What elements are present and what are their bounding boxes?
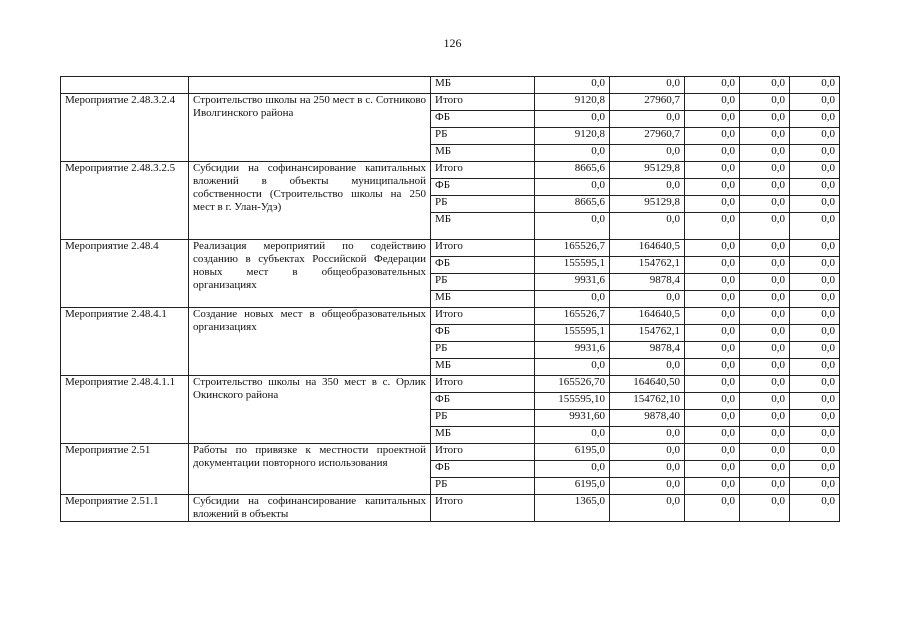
amount-cell: 0,0 (610, 179, 685, 196)
funding-source-cell: РБ (431, 128, 535, 145)
measure-cell: Мероприятие 2.48.3.2.4 (61, 94, 189, 162)
amount-cell: 27960,7 (610, 94, 685, 111)
amount-cell: 0,0 (535, 145, 610, 162)
funding-source-cell: МБ (431, 427, 535, 444)
description-cell: Реализация мероприятий по содействию созданию в субъектах Российской Федерации новых мест в общеобразовательных организациях (189, 240, 431, 308)
funding-source-cell: Итого (431, 376, 535, 393)
funding-source-cell: ФБ (431, 393, 535, 410)
funding-source-cell: ФБ (431, 257, 535, 274)
funding-source-cell: Итого (431, 495, 535, 522)
amount-cell: 9120,8 (535, 94, 610, 111)
measure-cell: Мероприятие 2.51 (61, 444, 189, 495)
amount-cell: 0,0 (790, 427, 840, 444)
amount-cell: 0,0 (610, 444, 685, 461)
table-row (61, 162, 840, 179)
amount-cell: 0,0 (685, 145, 740, 162)
amount-cell: 95129,8 (610, 196, 685, 213)
funding-source-cell: МБ (431, 145, 535, 162)
description-cell: Создание новых мест в общеобразовательных организациях (189, 308, 431, 376)
amount-cell: 0,0 (685, 111, 740, 128)
amount-cell: 9931,60 (535, 410, 610, 427)
amount-cell: 154762,1 (610, 325, 685, 342)
amount-cell: 0,0 (685, 240, 740, 257)
amount-cell: 164640,5 (610, 308, 685, 325)
amount-cell: 0,0 (685, 308, 740, 325)
amount-cell: 0,0 (740, 495, 790, 522)
amount-cell: 0,0 (685, 128, 740, 145)
amount-cell: 164640,5 (610, 240, 685, 257)
measure-cell: Мероприятие 2.48.4 (61, 240, 189, 308)
amount-cell: 0,0 (740, 257, 790, 274)
amount-cell: 0,0 (740, 376, 790, 393)
amount-cell: 154762,10 (610, 393, 685, 410)
amount-cell: 0,0 (685, 162, 740, 179)
amount-cell: 0,0 (610, 461, 685, 478)
amount-cell: 0,0 (685, 444, 740, 461)
table-row (61, 77, 840, 94)
amount-cell: 0,0 (740, 213, 790, 240)
funding-source-cell: РБ (431, 410, 535, 427)
amount-cell: 0,0 (740, 240, 790, 257)
amount-cell: 164640,50 (610, 376, 685, 393)
description-cell: Субсидии на софинансирование капитальных вложений в объекты муниципальной собственности (Строительство школы на 250 мест в г. Улан-Удэ) (189, 162, 431, 240)
measure-cell (61, 77, 189, 94)
amount-cell: 0,0 (790, 128, 840, 145)
amount-cell: 0,0 (535, 427, 610, 444)
amount-cell: 0,0 (740, 77, 790, 94)
amount-cell: 0,0 (740, 359, 790, 376)
amount-cell: 0,0 (790, 461, 840, 478)
amount-cell: 0,0 (685, 410, 740, 427)
funding-source-cell: ФБ (431, 325, 535, 342)
funding-source-cell: РБ (431, 274, 535, 291)
amount-cell: 0,0 (740, 128, 790, 145)
amount-cell: 0,0 (790, 94, 840, 111)
table-row (61, 240, 840, 257)
amount-cell: 0,0 (790, 410, 840, 427)
funding-source-cell: Итого (431, 240, 535, 257)
funding-source-cell: ФБ (431, 461, 535, 478)
amount-cell: 0,0 (740, 274, 790, 291)
amount-cell: 155595,1 (535, 257, 610, 274)
amount-cell: 0,0 (790, 393, 840, 410)
amount-cell: 0,0 (610, 427, 685, 444)
table-row (61, 94, 840, 111)
description-cell: Строительство школы на 350 мест в с. Орлик Окинского района (189, 376, 431, 444)
amount-cell: 0,0 (535, 213, 610, 240)
amount-cell: 8665,6 (535, 196, 610, 213)
amount-cell: 0,0 (740, 111, 790, 128)
amount-cell: 0,0 (790, 240, 840, 257)
amount-cell: 0,0 (740, 342, 790, 359)
table-row (61, 376, 840, 393)
amount-cell: 27960,7 (610, 128, 685, 145)
funding-source-cell: МБ (431, 77, 535, 94)
funding-source-cell: Итого (431, 94, 535, 111)
measure-cell: Мероприятие 2.48.3.2.5 (61, 162, 189, 240)
page-number: 126 (443, 36, 462, 50)
amount-cell: 0,0 (535, 291, 610, 308)
amount-cell: 0,0 (790, 291, 840, 308)
amount-cell: 0,0 (685, 478, 740, 495)
amount-cell: 0,0 (685, 196, 740, 213)
amount-cell: 0,0 (790, 342, 840, 359)
amount-cell: 0,0 (740, 291, 790, 308)
amount-cell: 0,0 (610, 359, 685, 376)
amount-cell: 9878,4 (610, 342, 685, 359)
amount-cell: 0,0 (740, 179, 790, 196)
funding-source-cell: МБ (431, 291, 535, 308)
amount-cell: 1365,0 (535, 495, 610, 522)
measure-cell: Мероприятие 2.51.1 (61, 495, 189, 522)
amount-cell: 165526,70 (535, 376, 610, 393)
amount-cell: 0,0 (790, 359, 840, 376)
amount-cell: 0,0 (685, 325, 740, 342)
amount-cell: 0,0 (685, 77, 740, 94)
amount-cell: 0,0 (535, 77, 610, 94)
amount-cell: 9878,4 (610, 274, 685, 291)
amount-cell: 9931,6 (535, 342, 610, 359)
description-cell: Строительство школы на 250 мест в с. Сотниково Иволгинского района (189, 94, 431, 162)
amount-cell: 0,0 (610, 213, 685, 240)
funding-source-cell: ФБ (431, 111, 535, 128)
description-cell: Работы по привязке к местности проектной документации повторного использования (189, 444, 431, 495)
amount-cell: 155595,10 (535, 393, 610, 410)
funding-source-cell: Итого (431, 444, 535, 461)
amount-cell: 8665,6 (535, 162, 610, 179)
amount-cell: 0,0 (610, 478, 685, 495)
amount-cell: 0,0 (685, 461, 740, 478)
amount-cell: 0,0 (685, 376, 740, 393)
measure-cell: Мероприятие 2.48.4.1.1 (61, 376, 189, 444)
amount-cell: 0,0 (740, 461, 790, 478)
funding-source-cell: Итого (431, 308, 535, 325)
amount-cell: 0,0 (790, 111, 840, 128)
amount-cell: 0,0 (790, 179, 840, 196)
amount-cell: 0,0 (790, 162, 840, 179)
amount-cell: 0,0 (790, 196, 840, 213)
amount-cell: 0,0 (685, 427, 740, 444)
amount-cell: 6195,0 (535, 478, 610, 495)
amount-cell: 0,0 (535, 461, 610, 478)
amount-cell: 0,0 (740, 145, 790, 162)
amount-cell: 0,0 (535, 111, 610, 128)
budget-body (61, 77, 840, 522)
amount-cell: 0,0 (610, 291, 685, 308)
amount-cell: 0,0 (685, 359, 740, 376)
funding-source-cell: РБ (431, 196, 535, 213)
amount-cell: 0,0 (685, 291, 740, 308)
amount-cell: 165526,7 (535, 240, 610, 257)
amount-cell: 0,0 (790, 376, 840, 393)
budget-table (60, 76, 840, 522)
amount-cell: 6195,0 (535, 444, 610, 461)
amount-cell: 0,0 (740, 162, 790, 179)
amount-cell: 0,0 (610, 77, 685, 94)
amount-cell: 0,0 (790, 478, 840, 495)
amount-cell: 0,0 (740, 444, 790, 461)
amount-cell: 0,0 (740, 325, 790, 342)
amount-cell: 9120,8 (535, 128, 610, 145)
table-row (61, 444, 840, 461)
funding-source-cell: МБ (431, 213, 535, 240)
amount-cell: 0,0 (535, 179, 610, 196)
amount-cell: 154762,1 (610, 257, 685, 274)
amount-cell: 9878,40 (610, 410, 685, 427)
amount-cell: 0,0 (685, 342, 740, 359)
amount-cell: 0,0 (790, 444, 840, 461)
amount-cell: 0,0 (535, 359, 610, 376)
amount-cell: 0,0 (685, 213, 740, 240)
amount-cell: 0,0 (740, 427, 790, 444)
description-cell (189, 77, 431, 94)
funding-source-cell: МБ (431, 359, 535, 376)
amount-cell: 0,0 (740, 94, 790, 111)
amount-cell: 0,0 (790, 495, 840, 522)
funding-source-cell: РБ (431, 342, 535, 359)
amount-cell: 0,0 (790, 213, 840, 240)
amount-cell: 165526,7 (535, 308, 610, 325)
amount-cell: 0,0 (790, 308, 840, 325)
amount-cell: 0,0 (740, 308, 790, 325)
amount-cell: 95129,8 (610, 162, 685, 179)
amount-cell: 0,0 (685, 274, 740, 291)
funding-source-cell: РБ (431, 478, 535, 495)
amount-cell: 9931,6 (535, 274, 610, 291)
amount-cell: 0,0 (685, 257, 740, 274)
amount-cell: 0,0 (610, 145, 685, 162)
table-row (61, 308, 840, 325)
amount-cell: 0,0 (790, 77, 840, 94)
funding-source-cell: ФБ (431, 179, 535, 196)
amount-cell: 0,0 (790, 274, 840, 291)
amount-cell: 0,0 (740, 393, 790, 410)
amount-cell: 0,0 (610, 111, 685, 128)
amount-cell: 0,0 (685, 495, 740, 522)
funding-source-cell: Итого (431, 162, 535, 179)
amount-cell: 0,0 (790, 325, 840, 342)
description-cell: Субсидии на софинансирование капитальных вложений в объекты (189, 495, 431, 522)
amount-cell: 155595,1 (535, 325, 610, 342)
amount-cell: 0,0 (685, 393, 740, 410)
table-row (61, 495, 840, 522)
amount-cell: 0,0 (740, 410, 790, 427)
amount-cell: 0,0 (740, 196, 790, 213)
measure-cell: Мероприятие 2.48.4.1 (61, 308, 189, 376)
amount-cell: 0,0 (790, 257, 840, 274)
amount-cell: 0,0 (790, 145, 840, 162)
amount-cell: 0,0 (685, 94, 740, 111)
amount-cell: 0,0 (740, 478, 790, 495)
amount-cell: 0,0 (685, 179, 740, 196)
amount-cell: 0,0 (610, 495, 685, 522)
